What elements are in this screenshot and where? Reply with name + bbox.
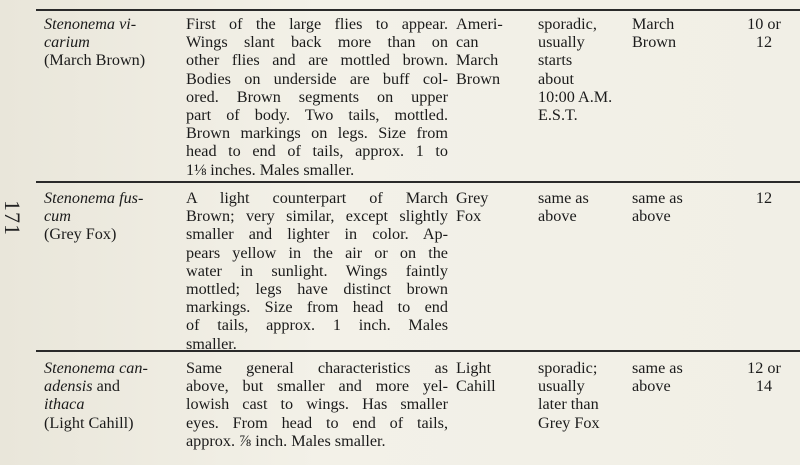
description-line: other flies and are mottled brown. (186, 51, 448, 70)
hook-size-cell (736, 359, 792, 395)
time-cell (538, 189, 628, 225)
species-latin-name: Stenonema fus- (44, 189, 144, 207)
description-line: mottled; legs have distinct brown (186, 280, 448, 299)
description-line: Wings slant back more than on (186, 33, 448, 52)
description-line: markings. Size from head to end (186, 298, 448, 317)
common-name-line: Brown (456, 69, 501, 88)
description-line: pears yellow in the air or on the (186, 243, 448, 262)
imitation-cell (632, 15, 722, 51)
time-line: starts (538, 51, 573, 70)
species-latin-name: Stenonema vi- (44, 15, 137, 33)
description-line: Same general characteristics as (186, 359, 448, 377)
time-line: usually (538, 33, 585, 52)
description-line: above, but smaller and more yel- (186, 377, 448, 396)
description-line: part of body. Two tails, mottled. (186, 106, 448, 125)
common-name-line: Light (456, 359, 492, 377)
species-common-name: (March Brown) (44, 51, 146, 70)
hook-size-line: 12 (755, 33, 773, 52)
common-name-line: Cahill (456, 377, 496, 396)
hook-size-line: 12 or (747, 359, 781, 377)
time-line: sporadic, (538, 15, 597, 33)
description-line: A light counterpart of March (186, 189, 448, 207)
description-line: First of the large flies to appear. (186, 15, 448, 33)
imitation-cell (632, 359, 722, 395)
species-latin-name: Stenonema can- (44, 359, 148, 377)
time-line: above (538, 207, 577, 226)
description-line: lowish cast to wings. Has smaller (186, 395, 448, 414)
time-cell (538, 359, 628, 432)
description-line: Bodies on underside are buff col- (186, 69, 448, 88)
page-number: 171 (0, 200, 25, 236)
species-cell (44, 359, 184, 432)
time-line: sporadic; (538, 359, 598, 377)
species-line (44, 395, 184, 413)
species-line (44, 51, 184, 69)
time-line: usually (538, 377, 585, 396)
hook-size-line: 10 or (747, 15, 781, 33)
time-line: same as (538, 189, 589, 207)
species-line (44, 15, 184, 33)
description-line: Brown markings on legs. Size from (186, 124, 448, 143)
common-name-line: March (456, 51, 499, 70)
species-line (44, 225, 184, 243)
common-name-line: can (456, 33, 479, 52)
hook-size-line: 12 (755, 189, 773, 207)
time-cell (538, 15, 628, 124)
imitation-line: March (632, 15, 675, 33)
common-name-cell (456, 15, 518, 88)
table-rule (36, 181, 800, 183)
imitation-line: same as (632, 359, 683, 377)
common-name-line: Fox (456, 207, 482, 226)
imitation-cell (632, 189, 722, 225)
time-line: 10:00 A.M. (538, 87, 613, 106)
species-line (44, 189, 184, 207)
hook-size-cell (736, 15, 792, 51)
description-line: smaller. (186, 334, 237, 353)
description-cell (186, 189, 451, 353)
species-latin-name: carium (44, 33, 90, 52)
description-line: water in sunlight. Wings faintly (186, 261, 448, 280)
species-common-name: (Light Cahill) (44, 413, 134, 432)
description-line: of tails, approx. 1 inch. Males (186, 316, 448, 335)
description-line: 1⅛ inches. Males smaller. (186, 160, 355, 179)
description-line: ored. Brown segments on upper (186, 87, 448, 106)
time-line: later than (538, 395, 599, 414)
description-line: smaller and lighter in color. Ap- (186, 225, 448, 244)
species-latin-name: adensis (44, 377, 93, 396)
description-line: head to end of tails, approx. 1 to (186, 142, 448, 161)
species-latin-name: cum (44, 207, 71, 226)
species-common-name: (Grey Fox) (44, 225, 117, 244)
time-line: E.S.T. (538, 106, 578, 125)
common-name-line: Grey (456, 189, 489, 207)
description-cell (186, 15, 451, 179)
description-line: eyes. From head to end of tails, (186, 413, 448, 432)
common-name-cell (456, 189, 518, 225)
hook-size-line: 14 (755, 377, 773, 396)
description-line: Brown; very similar, except slightly (186, 207, 448, 226)
imitation-line: same as (632, 189, 683, 207)
common-name-cell (456, 359, 518, 395)
species-line (44, 207, 184, 225)
hook-size-cell (736, 189, 792, 207)
species-cell (44, 189, 184, 244)
description-line: approx. ⅞ inch. Males smaller. (186, 431, 386, 450)
imitation-line: above (632, 207, 671, 226)
imitation-line: Brown (632, 33, 677, 52)
species-line (44, 33, 184, 51)
species-line (44, 414, 184, 432)
species-connector: and (92, 377, 120, 396)
species-line (44, 359, 184, 377)
species-line (44, 377, 184, 395)
time-line: about (538, 69, 574, 88)
species-cell (44, 15, 184, 70)
description-cell (186, 359, 451, 450)
species-latin-name: ithaca (44, 395, 85, 414)
imitation-line: above (632, 377, 671, 396)
table-rule-top (36, 9, 800, 11)
time-line: Grey Fox (538, 413, 600, 432)
common-name-line: Ameri- (456, 15, 503, 33)
